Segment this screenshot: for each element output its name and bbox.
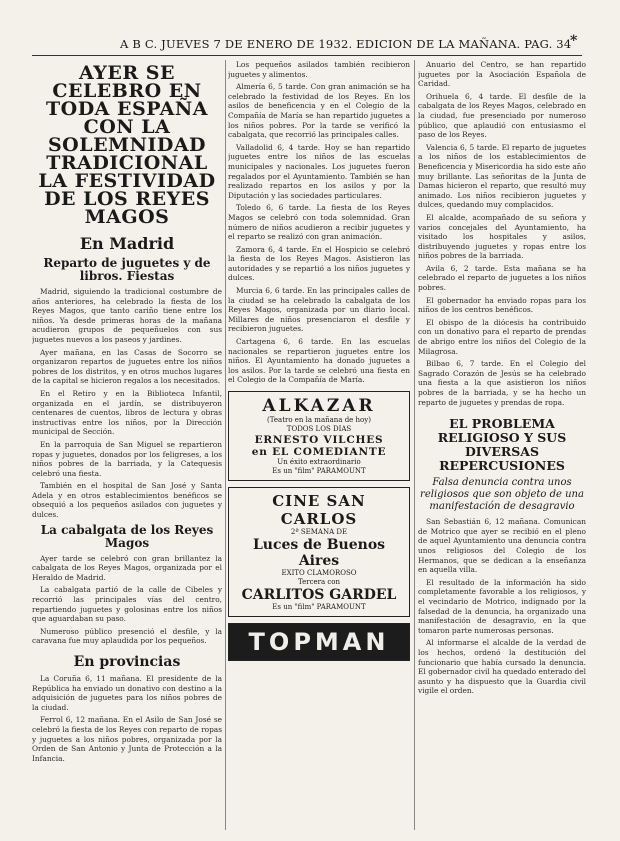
header-rule bbox=[32, 55, 582, 56]
article-paragraph: Anuario del Centro, se han repartido juguetes por la Asociación Española de Caridad. bbox=[418, 60, 586, 89]
page-header: A B C. JUEVES 7 DE ENERO DE 1932. EDICION DE LA MAÑANA. PAG. 34 bbox=[120, 37, 572, 51]
ad-line: ERNESTO VILCHES bbox=[254, 434, 384, 446]
article-paragraph: También en el hospital de San José y Santa Adela y en otros establecimientos benéficos se obsequió a los pequeños asilados con juguetes y dulces. bbox=[32, 481, 222, 520]
article-paragraph: Ferrol 6, 12 mañana. En el Asilo de San José se celebró la fiesta de los Reyes con reparto de ropas y juguetes a los niños pobres, organizada por la Orden de San Antonio y Junta de Protección a la Infancia. bbox=[32, 715, 222, 763]
page-mark: * bbox=[570, 33, 578, 49]
article-paragraph: Valladolid 6, 4 tarde. Hoy se han repartido juguetes entre los niños de las escuelas municipales y nacionales. Los juguetes fueron regalados por el Ayuntamiento. También se han realizado repartos en los asilos y por la Diputación y las sociedades particulares. bbox=[228, 142, 410, 200]
article-paragraph: San Sebastián 6, 12 mañana. Comunican de Motrico que ayer se recibió en el pleno de aquel Ayuntamiento una denuncia contra unos religiosos del Colegio de los Hermanos, que se dedican a la enseñanza en aquella villa. bbox=[418, 517, 586, 575]
article-paragraph: Numeroso público presenció el desfile, y la caravana fue muy aplaudida por los pequeños. bbox=[32, 626, 222, 646]
provincias-title: En provincias bbox=[73, 654, 181, 670]
article-paragraph: El alcalde, acompañado de su señora y varios concejales del Ayuntamiento, ha visitado los hospitales y asilos, distribuyendo juguetes y ropas entre los niños pobres de la barriada. bbox=[418, 212, 586, 261]
article-paragraph: Murcia 6, 6 tarde. En las principales calles de la ciudad se ha celebrado la cabalgata de los Reyes Magos, organizada por un diario local. Millares de niños presenciaron el desfile y recibieron juguetes. bbox=[228, 286, 410, 334]
article-paragraph: Bilbao 6, 7 tarde. En el Colegio del Sagrado Corazón de Jesús se ha celebrado una fiesta a la que asistieron los niños pobres de la barriada, y se ha hecho un reparto de juguetes y prendas de ropa. bbox=[418, 359, 586, 407]
ad-line: TODOS LOS DIAS bbox=[286, 425, 352, 433]
reparto-title: Reparto de juguetes y de libros. Fiestas bbox=[43, 256, 211, 283]
ad-line: en EL COMEDIANTE bbox=[251, 446, 387, 458]
article-paragraph: Los pequeños asilados también recibieron juguetes y alimentos. bbox=[228, 60, 410, 79]
religious-subhead: Falsa denuncia contra unos religiosos que son objeto de una manifestación de desagravio bbox=[420, 477, 584, 513]
article-paragraph: Zamora 6, 4 tarde. En el Hospicio se celebró la fiesta de los Reyes Magos. Asistieron las autoridades y se repartió a los niños juguetes y dulces. bbox=[228, 244, 410, 283]
article-paragraph: Al informarse el alcalde de la verdad de los hechos, ordenó la destitución del funcionario que había cursado la denuncia. El gobernador civil ha quedado enterado del asunto y ha dispuesto que la Guardia civil vigile el orden. bbox=[418, 638, 586, 696]
article-paragraph: La Coruña 6, 11 mañana. El presidente de la República ha enviado un donativo con destino a la adquisición de juguetes para los niños pobres de la ciudad. bbox=[32, 674, 222, 712]
article-paragraph: El resultado de la información ha sido completamente favorable a los religiosos, y el vecindario de Motrico, indignado por la falsedad de la denuncia, ha organizado una manifestación de desagravio, en la que tomaron parte numerosas personas. bbox=[418, 577, 586, 635]
ad-line: Es un "film" PARAMOUNT bbox=[272, 467, 366, 475]
column-2 bbox=[228, 60, 410, 835]
ad-title: ALKAZAR bbox=[262, 396, 376, 416]
ad-title: CINE SAN CARLOS bbox=[272, 492, 366, 528]
cabalgata-title: La cabalgata de los Reyes Magos bbox=[40, 522, 214, 550]
column-3 bbox=[418, 60, 586, 835]
ad-line: 2ª SEMANA DE bbox=[290, 528, 348, 536]
san-carlos-ad bbox=[228, 487, 410, 617]
article-paragraph: El gobernador ha enviado ropas para los niños de los centros benéficos. bbox=[418, 295, 586, 315]
article-paragraph: Almería 6, 5 tarde. Con gran animación se ha celebrado la festividad de los Reyes. En los asilos de beneficencia y en el Colegio de la Compañía de María se han repartido juguetes a los niños pobres. Por la tarde se verificó la cabalgata, que recorrió las principales calles. bbox=[228, 82, 410, 140]
article-paragraph: Cartagena 6, 6 tarde. En las escuelas nacionales se repartieron juguetes entre los niños. El Ayuntamiento ha donado juguetes a los asilos. Por la tarde se celebró una fiesta en el Colegio de la Compañía de María. bbox=[228, 337, 410, 385]
article-paragraph: En la parroquia de San Miguel se repartieron ropas y juguetes, donados por los feligreses, a los niños pobres de la barriada, y la Catequesis celebró una fiesta. bbox=[32, 439, 222, 478]
ad-line: (Teatro en la mañana de hoy) bbox=[267, 416, 371, 424]
topman-ad: TOPMAN bbox=[228, 623, 410, 661]
ad-line: Luces de Buenos Aires bbox=[252, 537, 386, 569]
article-paragraph: En el Retiro y en la Biblioteca Infantil, organizada en el jardín, se distribuyeron centenares de cuentos, libros de lectura y obras instructivas entre los niños, por la Dirección municipal de Sección. bbox=[32, 388, 222, 437]
article-paragraph: Toledo 6, 6 tarde. La fiesta de los Reyes Magos se celebró con toda solemnidad. Gran número de niños acudieron a recibir juguetes y el reparto se realizó con gran animación. bbox=[228, 203, 410, 242]
madrid-title: En Madrid bbox=[79, 234, 175, 253]
article-paragraph: Avila 6, 2 tarde. Esta mañana se ha celebrado el reparto de juguetes a los niños pobres. bbox=[418, 263, 586, 293]
ad-line: CARLITOS GARDEL bbox=[241, 587, 397, 603]
column-separator bbox=[414, 60, 415, 830]
article-paragraph: El obispo de la diócesis ha contribuido con un donativo para el reparto de prendas de abrigo entre los niños del Colegio de la Milagrosa. bbox=[418, 317, 586, 356]
article-paragraph: Ayer tarde se celebró con gran brillantez la cabalgata de los Reyes Magos, organizada por el Heraldo de Madrid. bbox=[32, 553, 222, 582]
ad-line: Un éxito extraordinario bbox=[277, 458, 361, 466]
column-separator bbox=[225, 60, 226, 830]
ad-line: Es un "film" PARAMOUNT bbox=[272, 603, 366, 611]
ad-line: EXITO CLAMOROSO bbox=[281, 569, 357, 577]
religious-headline: EL PROBLEMA RELIGIOSO Y SUS DIVERSAS REPERCUSIONES bbox=[437, 416, 567, 474]
article-paragraph: Valencia 6, 5 tarde. El reparto de juguetes a los niños de los establecimientos de Beneficencia y Misericordia ha sido este año muy brillante. Las señoritas de la Junta de Damas hicieron el reparto, que resultó muy animado. Los niños recibieron juguetes y dulces, quedando muy complacidos. bbox=[418, 142, 586, 210]
article-paragraph: La cabalgata partió de la calle de Cibeles y recorrió las principales vías del centro, repartiendo juguetes y golosinas entre los niños que aguardaban su paso. bbox=[32, 585, 222, 624]
ad-line: Tercera con bbox=[297, 578, 341, 586]
column-1 bbox=[32, 60, 222, 835]
alkazar-ad bbox=[228, 391, 410, 481]
article-paragraph: Orihuela 6, 4 tarde. El desfile de la cabalgata de los Reyes Magos, celebrado en la ciudad, fue presenciado por numeroso público, que aplaudió con entusiasmo el paso de los Reyes. bbox=[418, 91, 586, 140]
article-paragraph: Ayer mañana, en las Casas de Socorro se organizaron repartos de juguetes entre los niños pobres de los distritos, y en otros muchos lugares de la capital se hicieron regalos a los necesitados. bbox=[32, 347, 222, 386]
article-paragraph: Madrid, siguiendo la tradicional costumbre de años anteriores, ha celebrado la fiesta de los Reyes Magos, que tanto cariño tiene entre los niños. Ya desde primeras horas de la mañana acudieron grupos de pequeñuelos con sus juguetes nuevos a los paseos y jardines. bbox=[32, 287, 222, 344]
main-headline: AYER SE CELEBRO EN TODA ESPAÑA CON LA SOLEMNIDAD TRADICIONAL LA FESTIVIDAD DE LOS REYES MAGOS bbox=[38, 62, 216, 228]
